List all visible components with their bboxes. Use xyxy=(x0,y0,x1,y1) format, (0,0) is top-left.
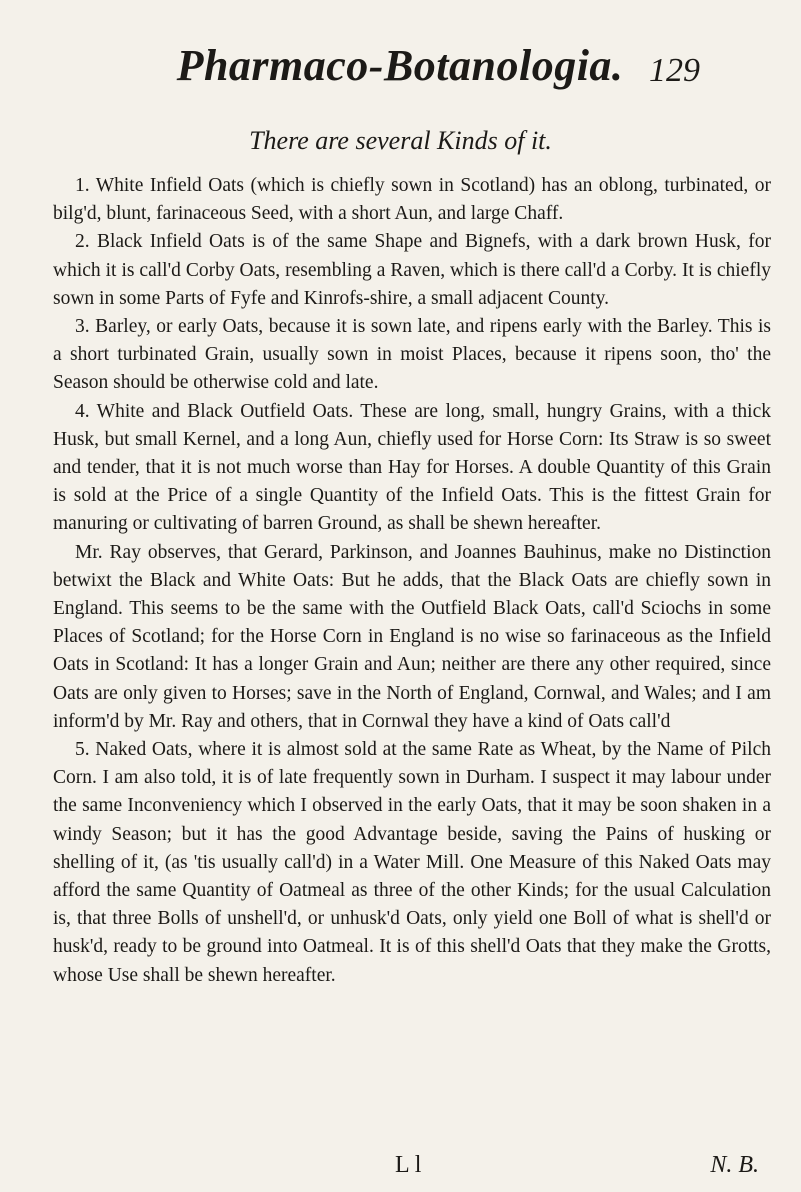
paragraph-5: Mr. Ray observes, that Gerard, Parkinson, and Joannes Bauhinus, make no Distinction betwixt the Black and White Oats: But he adds, that the Black Oats are chiefly sown in England. This seems to be the same with the Outfield Black Oats, call'd Sciochs in some Places of Scotland; for the Horse Corn in England is no wise so farinaceous as the Infield Oats in Scotland: It has a longer Grain and Aun; neither are there any other required, since Oats are only given to Horses; save in the North of England, Cornwal, and Wales; and I am inform'd by Mr. Ray and others, that in Cornwal they have a kind of Oats call'd xyxy=(53,541,771,732)
paragraph-6: 5. Naked Oats, where it is almost sold at the same Rate as Wheat, by the Name of Pilch Corn. I am also told, it is of late frequently sown in Durham. I suspect it may labour under the same Inconveniency which I observed in the early Oats, that it may be soon shaken in a windy Season; but it has the good Advantage beside, saving the Pains of husking or shelling of it, (as 'tis usually call'd) in a Water Mill. One Measure of this Naked Oats may afford the same Quantity of Oatmeal as three of the other Kinds; for the usual Calculation is, that three Bolls of unshell'd, or unhusk'd Oats, only yield one Boll of what is shell'd or husk'd, ready to be ground into Oatmeal. It is of this shell'd Oats that they make the Grotts, whose Use shall be shewn hereafter. xyxy=(53,739,771,986)
page-footer xyxy=(53,1152,771,1182)
running-title: Pharmaco-Botanologia. xyxy=(176,41,624,90)
paragraph-3: 3. Barley, or early Oats, because it is sown late, and ripens early with the Barley. This is a short turbinated Grain, usually sown in moist Places, because it ripens soon, tho' the Season should be otherwise cold and late. xyxy=(53,316,771,394)
paragraph-2: 2. Black Infield Oats is of the same Shape and Bignefs, with a dark brown Husk, for which it is call'd Corby Oats, resembling a Raven, which is there call'd a Corby. It is chiefly sown in some Parts of Fyfe and Kinrofs-shire, a small adjacent County. xyxy=(53,231,771,309)
signature-mark: L l xyxy=(395,1152,422,1178)
body-text xyxy=(53,172,771,990)
page-header xyxy=(120,40,700,110)
page-number: 129 xyxy=(649,52,700,89)
paragraph-1: 1. White Infield Oats (which is chiefly sown in Scotland) has an oblong, turbinated, or bilg'd, blunt, farinaceous Seed, with a short Aun, and large Chaff. xyxy=(53,175,771,225)
catchword: N. B. xyxy=(710,1152,759,1178)
section-title: There are several Kinds of it. xyxy=(249,126,552,155)
paragraph-4: 4. White and Black Outfield Oats. These are long, small, hungry Grains, with a thick Husk, but small Kernel, and a long Aun, chiefly used for Horse Corn: Its Straw is so sweet and tender, that it is not much worse than Hay for Horses. A double Quantity of this Grain is sold at the Price of a single Quantity of the Infield Oats. This is the fittest Grain for manuring or cultivating of barren Ground, as shall be shewn hereafter. xyxy=(53,400,771,535)
